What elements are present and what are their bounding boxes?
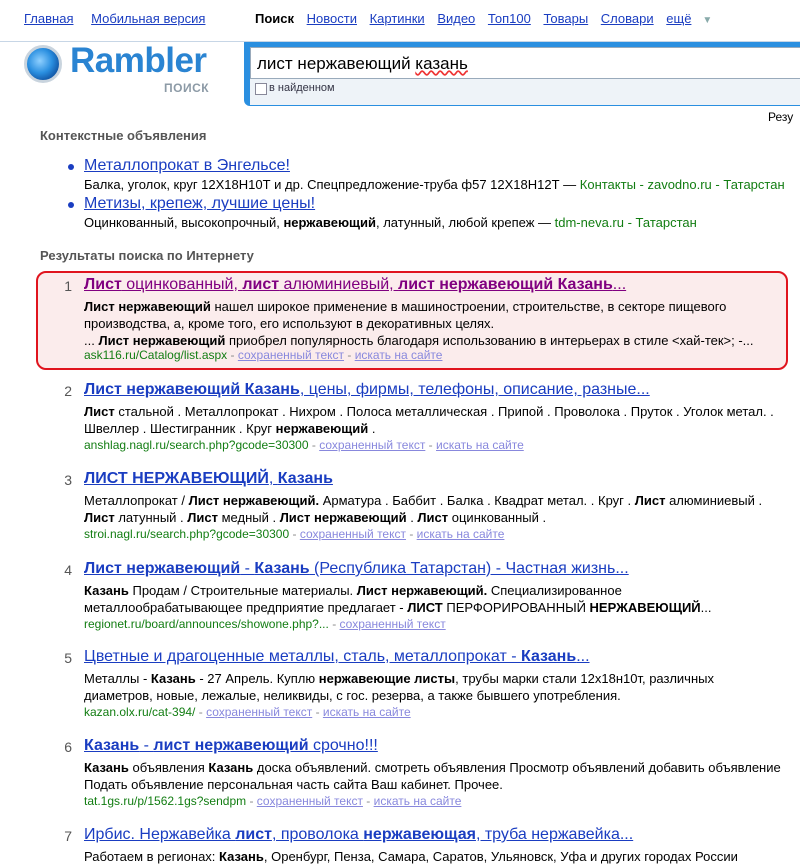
result-number: 7 xyxy=(64,828,72,844)
title-segment: - xyxy=(139,737,154,754)
snippet-bold-segment: ЛИСТ xyxy=(407,600,443,615)
snippet-segment: алюминиевый . xyxy=(665,493,763,508)
nav-home-link[interactable]: Главная xyxy=(24,11,74,26)
result-url-line xyxy=(84,617,446,631)
result-number: 2 xyxy=(64,383,72,399)
result-title-link[interactable] xyxy=(84,470,333,488)
results-header: Результаты поиска по Интернету xyxy=(40,248,254,263)
title-bold-segment: лист xyxy=(235,826,272,843)
bullet-icon xyxy=(68,202,74,208)
search-site-link[interactable]: искать на сайте xyxy=(416,527,505,541)
result-url: regionet.ru/board/announces/showone.php?... xyxy=(84,617,329,631)
search-site-link[interactable]: искать на сайте xyxy=(354,348,443,362)
cached-text-link[interactable]: сохраненный текст xyxy=(319,438,426,452)
separator: - xyxy=(405,527,417,541)
separator: - xyxy=(308,438,320,452)
ad-contact: Контакты - zavodno.ru - Татарстан xyxy=(579,177,785,192)
title-bold-segment: ЛИСТ НЕРЖАВЕЮЩИЙ xyxy=(84,470,269,487)
snippet-bold-segment: Лист нержавеющий xyxy=(84,299,211,314)
result-title-link[interactable] xyxy=(84,737,378,755)
nav-images-link[interactable]: Картинки xyxy=(369,11,425,26)
snippet-bold-segment: Казань xyxy=(150,671,196,686)
snippet-segment: ПЕРФОРИРОВАННЫЙ xyxy=(442,600,590,615)
snippet-bold-segment: Лист xyxy=(84,510,115,525)
search-options xyxy=(250,79,800,105)
snippet-segment: , Оренбург, Пенза, Самара, Саратов, Ульяновск, Уфа и других городах России xyxy=(263,849,738,864)
nav-top100-link[interactable]: Топ100 xyxy=(487,11,531,26)
title-segment: , xyxy=(268,470,278,487)
title-bold-segment: лист нержавеющий xyxy=(153,737,309,754)
separator: - xyxy=(344,348,355,362)
snippet-segment: латунный . xyxy=(114,510,188,525)
ad-title-link[interactable]: Метизы, крепеж, лучшие цены! xyxy=(84,195,316,212)
result-number: 4 xyxy=(64,562,72,578)
ad-description xyxy=(84,215,697,230)
result-url-line xyxy=(84,438,524,452)
snippet-segment: ... xyxy=(700,600,712,615)
nav-current-search: Поиск xyxy=(255,11,295,26)
ad-desc-text: , латунный, любой крепеж — xyxy=(376,215,555,230)
separator: - xyxy=(425,438,437,452)
result-url: anshlag.nagl.ru/search.php?gcode=30300 xyxy=(84,438,309,452)
snippet-bold-segment: Лист нержавеющий. xyxy=(356,583,488,598)
title-segment: - xyxy=(240,560,255,577)
result-snippet xyxy=(84,403,784,437)
ad-title-link[interactable]: Металлопрокат в Энгельсе! xyxy=(84,157,290,174)
snippet-segment: Специализированное металлообрабатывающее предприятие предлагает - xyxy=(84,583,622,615)
cached-text-link[interactable]: сохраненный текст xyxy=(237,348,345,362)
snippet-bold-segment: нержавеющий xyxy=(275,421,369,436)
title-bold-segment: Лист нержавеющий Казань xyxy=(84,381,300,398)
ads-header: Контекстные объявления xyxy=(40,128,207,143)
title-segment: Ирбис. Нержавейка xyxy=(84,826,236,843)
result-url-line xyxy=(84,705,411,719)
snippet-segment: нашел широкое применение в машиностроении, строительстве, в секторе пищевого производства, а, кроме того, его используют в декоративных целях. xyxy=(84,299,727,331)
result-snippet xyxy=(84,670,784,704)
title-segment: срочно!!! xyxy=(308,737,378,754)
separator: - xyxy=(227,348,238,362)
result-url-line xyxy=(84,794,461,808)
result-snippet xyxy=(84,298,784,349)
result-number: 6 xyxy=(64,739,72,755)
logo-subtitle: ПОИСК xyxy=(164,81,210,95)
in-found-label: в найденном xyxy=(269,82,335,94)
nav-mobile-link[interactable]: Мобильная версия xyxy=(91,11,206,26)
separator: - xyxy=(312,705,323,719)
result-url: stroi.nagl.ru/search.php?gcode=30300 xyxy=(84,527,290,541)
title-bold-segment: нержавеющая xyxy=(363,826,476,843)
nav-news-link[interactable]: Новости xyxy=(306,11,357,26)
snippet-segment: ... xyxy=(84,333,99,348)
result-title-link[interactable] xyxy=(84,560,629,578)
cached-text-link[interactable]: сохраненный текст xyxy=(339,617,446,631)
title-segment: ... xyxy=(612,276,627,293)
title-bold-segment: Казань xyxy=(84,737,140,754)
result-url: tat.1gs.ru/p/1562.1gs?sendpm xyxy=(84,794,247,808)
snippet-segment: медный . xyxy=(217,510,280,525)
snippet-segment: оцинкованный . xyxy=(448,510,547,525)
search-site-link[interactable]: искать на сайте xyxy=(373,794,462,808)
title-bold-segment: Казань xyxy=(277,470,333,487)
results-count-text: Резу xyxy=(768,110,794,124)
title-segment: Цветные и драгоценные металлы, сталь, металлопрокат - xyxy=(84,648,521,665)
snippet-bold-segment: Казань xyxy=(219,849,264,864)
nav-dictionaries-link[interactable]: Словари xyxy=(600,11,654,26)
snippet-bold-segment: Лист xyxy=(634,493,666,508)
ad-contact: tdm-neva.ru - Татарстан xyxy=(554,215,697,230)
snippet-segment: - 27 Апрель. Куплю xyxy=(195,671,319,686)
in-found-checkbox[interactable] xyxy=(255,83,267,95)
snippet-segment: стальной . Металлопрокат . Нихром . Полоса металлическая . Припой . Проволока . Пруток . Уголок метал. . Швеллер . Шестигранник . Круг xyxy=(84,404,774,436)
search-site-link[interactable]: искать на сайте xyxy=(322,705,411,719)
search-query-text: лист нержавеющий xyxy=(257,54,416,73)
title-segment: , труба нержавейка... xyxy=(475,826,634,843)
snippet-segment: . xyxy=(368,421,376,436)
title-bold-segment: Казань xyxy=(254,560,310,577)
result-title-link[interactable] xyxy=(84,826,633,844)
result-url-line xyxy=(84,527,504,541)
result-snippet xyxy=(84,759,784,793)
ad-desc-text: Балка, уголок, круг 12Х18Н10Т и др. Спецпредложение-труба ф57 12Х18Н12Т — xyxy=(84,177,580,192)
result-snippet xyxy=(84,492,784,526)
rambler-logo[interactable] xyxy=(24,41,224,99)
separator: - xyxy=(246,794,257,808)
snippet-bold-segment: Лист нержавеющий. xyxy=(188,493,320,508)
title-bold-segment: Лист нержавеющий xyxy=(84,560,241,577)
title-segment: (Республика Татарстан) - Частная жизнь... xyxy=(309,560,629,577)
ad-desc-bold: нержавеющий xyxy=(283,215,376,230)
nav-video-link[interactable]: Видео xyxy=(437,11,476,26)
title-bold-segment: Казань xyxy=(520,648,577,665)
search-input[interactable] xyxy=(250,47,800,79)
search-query-misspelled: казань xyxy=(415,54,468,73)
result-title-link[interactable] xyxy=(84,276,626,294)
snippet-bold-segment: Лист xyxy=(187,510,218,525)
separator: - xyxy=(362,794,374,808)
separator: - xyxy=(195,705,207,719)
cached-text-link[interactable]: сохраненный текст xyxy=(256,794,363,808)
title-segment: , проволока xyxy=(271,826,364,843)
result-number: 5 xyxy=(64,650,72,666)
result-url-line xyxy=(84,348,442,362)
result-url: kazan.olx.ru/cat-394/ xyxy=(84,705,196,719)
result-number: 3 xyxy=(64,472,72,488)
separator: - xyxy=(328,617,340,631)
nav-goods-link[interactable]: Товары xyxy=(543,11,589,26)
snippet-bold-segment: Лист xyxy=(84,404,115,419)
snippet-segment: объявления xyxy=(128,760,209,775)
snippet-segment: доска объявлений. смотреть объявления Просмотр объявлений добавить объявление Подать объявление персональная часть сайта Ваш кабинет. Прочее. xyxy=(84,760,781,792)
result-title-link[interactable] xyxy=(84,381,650,399)
nav-more-button[interactable] xyxy=(666,11,721,26)
top-nav xyxy=(0,11,800,29)
rambler-globe-icon xyxy=(24,45,62,83)
snippet-segment: приобрел популярность благодаря использованию в интерьерах в стиле <хай-тек>; -... xyxy=(225,333,754,348)
nav-more-label: ещё xyxy=(666,11,692,26)
title-segment: ... xyxy=(576,648,590,665)
snippet-bold-segment: НЕРЖАВЕЮЩИЙ xyxy=(589,600,701,615)
snippet-segment: Металлопрокат / xyxy=(84,493,189,508)
snippet-segment: Арматура . Баббит . Балка . Квадрат метал. . Круг . xyxy=(319,493,635,508)
logo-wordmark: Rambler xyxy=(70,41,207,80)
result-snippet xyxy=(84,582,784,616)
result-number: 1 xyxy=(64,278,72,294)
search-site-link[interactable]: искать на сайте xyxy=(436,438,524,452)
snippet-bold-segment: Лист xyxy=(417,510,449,525)
snippet-segment: Продам / Строительные материалы. xyxy=(128,583,357,598)
snippet-bold-segment: Лист нержавеющий xyxy=(98,333,226,348)
title-segment: оцинкованный, xyxy=(121,276,243,293)
snippet-bold-segment: Казань xyxy=(208,760,254,775)
result-snippet xyxy=(84,848,784,865)
title-segment: , цены, фирмы, телефоны, описание, разные... xyxy=(299,381,650,398)
separator: - xyxy=(289,527,300,541)
snippet-segment: , трубы марки стали 12х18н10т, различных диаметров, новые, лежалые, неликвиды, с гос. резерва, а также бывшего употребления. xyxy=(84,671,714,703)
snippet-bold-segment: Казань xyxy=(84,583,129,598)
snippet-bold-segment: Казань xyxy=(84,760,129,775)
ad-description xyxy=(84,177,785,192)
cached-text-link[interactable]: сохраненный текст xyxy=(206,705,313,719)
snippet-segment: Металлы - xyxy=(84,671,151,686)
title-bold-segment: лист xyxy=(242,276,280,293)
bullet-icon xyxy=(68,164,74,170)
title-bold-segment: Лист xyxy=(84,276,122,293)
title-segment: алюминиевый, xyxy=(279,276,399,293)
snippet-bold-segment: Лист нержавеющий xyxy=(279,510,407,525)
snippet-bold-segment: нержавеющие листы xyxy=(318,671,456,686)
chevron-down-icon: ▼ xyxy=(702,15,713,26)
snippet-segment: Работаем в регионах: xyxy=(84,849,220,864)
result-title-link[interactable] xyxy=(84,648,590,666)
ad-desc-text: Оцинкованный, высокопрочный, xyxy=(84,215,284,230)
result-url: ask116.ru/Catalog/list.aspx xyxy=(84,348,228,362)
title-bold-segment: лист нержавеющий Казань xyxy=(398,276,613,293)
cached-text-link[interactable]: сохраненный текст xyxy=(299,527,406,541)
snippet-segment: . xyxy=(406,510,418,525)
